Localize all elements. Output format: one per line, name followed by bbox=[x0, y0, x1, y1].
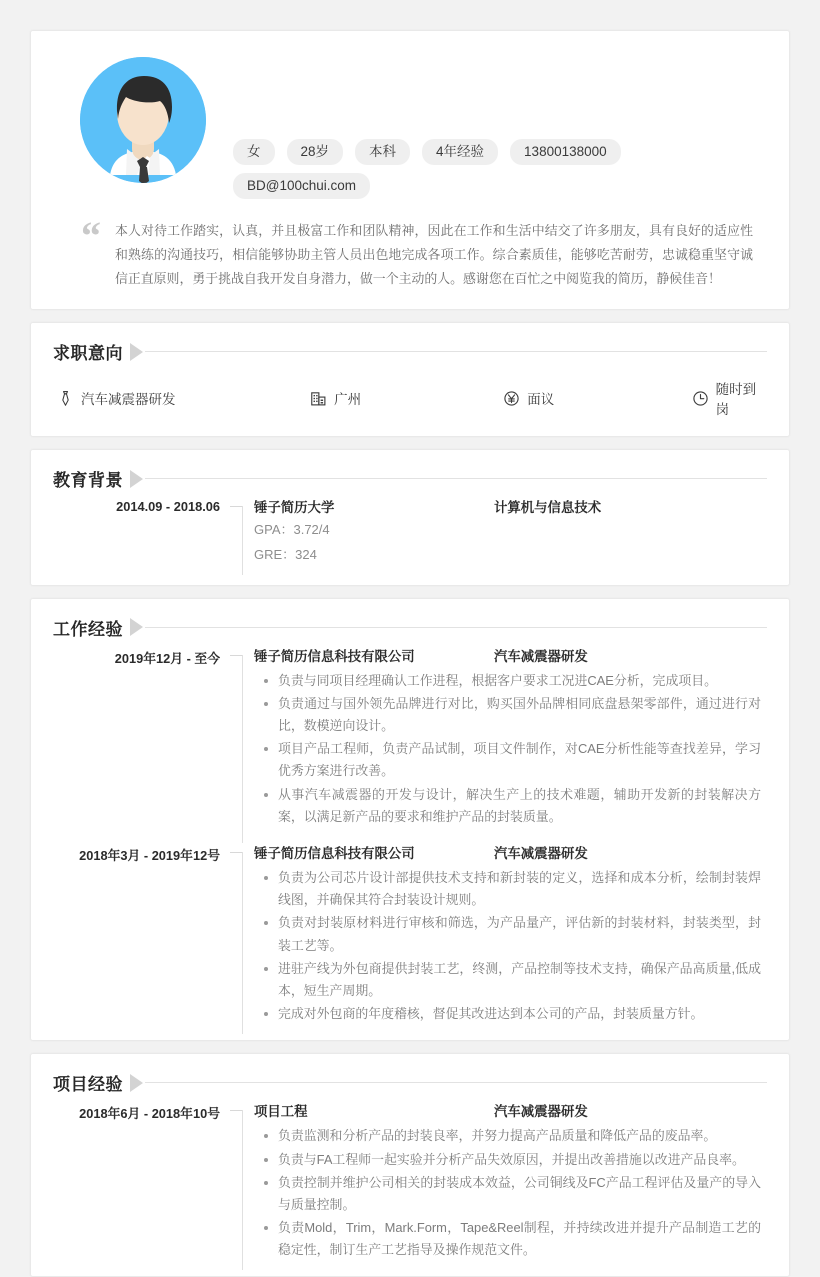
section-header-intention bbox=[53, 323, 767, 370]
header-top-row bbox=[53, 53, 767, 199]
timeline-rail bbox=[228, 1101, 254, 1276]
timeline-rail bbox=[228, 843, 254, 1040]
project-experience-card bbox=[30, 1053, 790, 1277]
tag-email: BD@100chui.com bbox=[233, 173, 370, 199]
intention-city bbox=[310, 388, 503, 408]
tag-age: 28岁 bbox=[287, 139, 344, 165]
profile-header-card bbox=[30, 30, 790, 310]
project-name: 项目工程 bbox=[254, 1104, 308, 1120]
person-avatar-illustration-icon bbox=[80, 57, 206, 183]
education-school: 锤子简历大学 bbox=[254, 500, 335, 515]
job-intention-row bbox=[53, 370, 767, 436]
section-divider bbox=[145, 478, 767, 479]
section-divider bbox=[145, 627, 767, 628]
work-bullet: 完成对外包商的年度稽核，督促其改进达到本公司的产品，封装质量方针。 bbox=[278, 1003, 767, 1025]
education-entry bbox=[53, 497, 767, 581]
tag-phone: 13800138000 bbox=[510, 139, 621, 165]
section-arrow-icon bbox=[130, 618, 143, 636]
project-bullet: 负责与FA工程师一起实验并分析产品失效原因，并提出改善措施以改进产品良率。 bbox=[278, 1149, 767, 1171]
work-entry bbox=[53, 843, 767, 1040]
work-bullet: 负责与同项目经理确认工作进程，根据客户要求工况进CAE分析，完成项目。 bbox=[278, 670, 767, 692]
work-bullet: 从事汽车减震器的开发与设计，解决生产上的技术难题，辅助开发新的封装解决方案，以满足新产品的要求和维护产品的封装质量。 bbox=[278, 784, 767, 828]
work-entry-body bbox=[254, 843, 767, 1040]
timeline-line bbox=[242, 852, 243, 1034]
section-title-intention: 求职意向 bbox=[53, 344, 123, 363]
intention-availability-label: 随时到岗 bbox=[715, 382, 757, 417]
project-bullet: 负责监测和分析产品的封装良率，并努力提高产品质量和降低产品的废品率。 bbox=[278, 1125, 767, 1147]
work-bullet: 项目产品工程师，负责产品试制，项目文件制作，对CAE分析性能等查找差异，学习优秀方案进行改善。 bbox=[278, 738, 767, 782]
section-arrow-icon bbox=[130, 343, 143, 361]
project-bullet: 负责Mold，Trim，Mark.Form，Tape&Reel制程，并持续改进并提升产品制造工艺的稳定性，制订生产工艺指导及操作规范文件。 bbox=[278, 1217, 767, 1261]
project-role: 汽车减震器研发 bbox=[494, 1104, 588, 1120]
section-title-work: 工作经验 bbox=[53, 619, 123, 639]
timeline-rail bbox=[228, 646, 254, 843]
job-intention-card bbox=[30, 322, 790, 437]
intention-city-label: 广州 bbox=[334, 392, 362, 407]
education-gpa: GPA：3.72/4 bbox=[254, 522, 330, 537]
education-entry-date: 2014.09 - 2018.06 bbox=[116, 499, 220, 514]
work-company: 锤子简历信息科技有限公司 bbox=[254, 648, 415, 664]
work-bullet: 负责对封装原材料进行审核和筛选，为产品量产，评估新的封装材料，封装类型，封装工艺等。 bbox=[278, 912, 767, 956]
yen-circle-icon bbox=[503, 390, 520, 407]
section-divider bbox=[145, 351, 767, 352]
education-card bbox=[30, 449, 790, 586]
tag-degree: 本科 bbox=[355, 139, 410, 165]
intention-position-label: 汽车减震器研发 bbox=[81, 392, 176, 407]
work-entry-body bbox=[254, 646, 767, 843]
work-bullet: 负责为公司芯片设计部提供技术支持和新封装的定义，选择和成本分析，绘制封装焊线图，并确保其符合封装设计规则。 bbox=[278, 867, 767, 911]
section-header-work bbox=[53, 599, 767, 646]
intention-salary bbox=[503, 388, 691, 408]
project-bullet-list bbox=[254, 1125, 767, 1261]
education-gre: GRE：324 bbox=[254, 547, 317, 563]
project-entry bbox=[53, 1101, 767, 1276]
timeline-line bbox=[242, 655, 243, 843]
education-entry-body bbox=[254, 497, 767, 581]
education-entry-head bbox=[254, 497, 767, 516]
project-entry-head bbox=[254, 1101, 767, 1120]
work-experience-card bbox=[30, 598, 790, 1042]
project-entry-body bbox=[254, 1101, 767, 1276]
intention-salary-label: 面议 bbox=[527, 392, 555, 407]
section-divider bbox=[145, 1082, 767, 1083]
section-arrow-icon bbox=[130, 1074, 143, 1092]
work-bullet: 负责通过与国外领先品牌进行对比，购买国外品牌相同底盘悬架零部件，通过进行对比，数模逆向设计。 bbox=[278, 693, 767, 737]
intention-position bbox=[57, 388, 310, 408]
work-entry-date: 2019年12月 - 至今 bbox=[114, 650, 220, 666]
work-bullet-list bbox=[254, 867, 767, 1025]
quote-mark-icon: “ bbox=[81, 213, 101, 259]
clock-icon bbox=[692, 390, 709, 407]
education-major: 计算机与信息技术 bbox=[494, 500, 602, 515]
project-entry-date: 2018年6月 - 2018年10号 bbox=[79, 1106, 220, 1122]
work-bullet: 进驻产线为外包商提供封装工艺，终测，产品控制等技术支持，确保产品高质量,低成本，短生产周期。 bbox=[278, 958, 767, 1002]
self-introduction-text: 本人对待工作踏实，认真，并且极富工作和团队精神，因此在工作和生活中结交了许多朋友，具有良好的适应性和熟练的沟通技巧，相信能够协助主管人员出色地完成各项工作。综合素质佳，能够吃苦耐劳，忠诚稳重坚守诚信正直原则，勇于挑战自我开发自身潜力，做一个主动的人。感谢您在百忙之中阅览我的简历，静候佳音！ bbox=[115, 223, 753, 287]
tag-experience: 4年经验 bbox=[422, 139, 498, 165]
intention-availability bbox=[692, 378, 767, 418]
building-icon bbox=[310, 390, 327, 407]
work-role: 汽车减震器研发 bbox=[494, 648, 588, 664]
section-header-project bbox=[53, 1054, 767, 1101]
work-entry-date: 2018年3月 - 2019年12号 bbox=[79, 848, 220, 864]
work-bullet-list bbox=[254, 670, 767, 828]
timeline-rail bbox=[228, 497, 254, 581]
timeline-line bbox=[242, 1110, 243, 1270]
work-role: 汽车减震器研发 bbox=[494, 846, 588, 862]
work-entry-head bbox=[254, 843, 767, 862]
tie-icon bbox=[57, 390, 74, 407]
profile-tag-list bbox=[233, 53, 663, 199]
project-bullet: 负责控制并维护公司相关的封装成本效益，公司铜线及FC产品工程评估及量产的导入与质量控制。 bbox=[278, 1172, 767, 1216]
avatar bbox=[80, 57, 206, 183]
work-entry-head bbox=[254, 646, 767, 665]
timeline-line bbox=[242, 506, 243, 575]
section-arrow-icon bbox=[130, 470, 143, 488]
tag-gender: 女 bbox=[233, 139, 275, 165]
section-title-project: 项目经验 bbox=[53, 1075, 123, 1095]
section-header-education bbox=[53, 450, 767, 497]
work-entry bbox=[53, 646, 767, 843]
work-company: 锤子简历信息科技有限公司 bbox=[254, 846, 415, 862]
section-title-education: 教育背景 bbox=[53, 471, 123, 490]
avatar-container bbox=[53, 53, 233, 183]
self-introduction bbox=[53, 213, 767, 291]
